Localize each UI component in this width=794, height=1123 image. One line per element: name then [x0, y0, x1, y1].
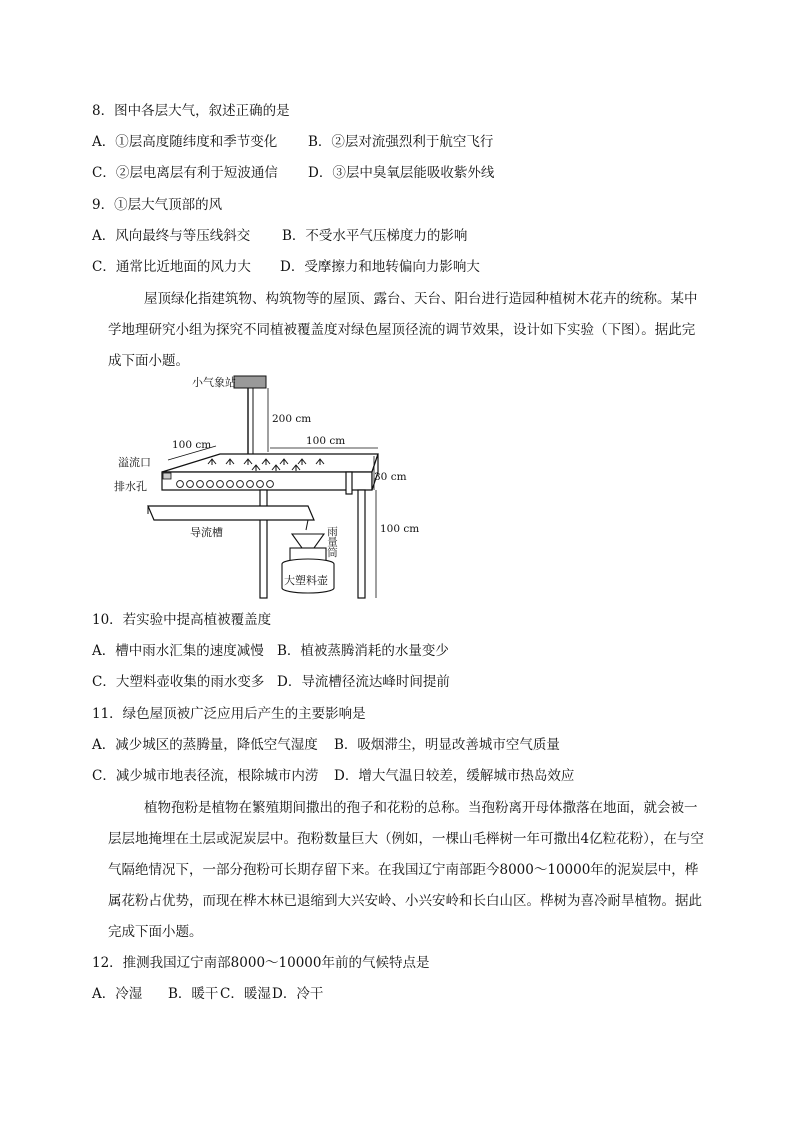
passage-green-roof: 屋顶绿化指建筑物、构筑物等的屋顶、露台、天台、阳台进行造园种植树木花卉的统称。某中学地理研究小组为探究不同植被覆盖度对绿色屋顶径流的调节效果，设计如下实验（下图）。据此完成下面小题。 — [108, 291, 698, 369]
q12-option-c: C．暖湿 — [220, 986, 271, 1002]
label-channel: 导流槽 — [190, 526, 223, 539]
q9-option-a: A．风向最终与等压线斜交 — [92, 228, 251, 244]
q12-option-b: B．暖干 — [168, 986, 219, 1002]
label-overflow: 溢流口 — [118, 456, 151, 469]
q9-option-c: C．通常比近地面的风力大 — [92, 259, 251, 275]
q11-option-a: A．减少城区的蒸腾量，降低空气湿度 — [92, 737, 318, 753]
q12-option-a: A．冷湿 — [92, 986, 143, 1002]
q8-stem: 8．图中各层大气，叙述正确的是 — [92, 103, 290, 119]
tray-front — [162, 472, 372, 490]
label-width-left: 100 cm — [172, 439, 212, 451]
label-leg: 100 cm — [380, 523, 420, 535]
label-bucket: 大塑料壶 — [284, 574, 328, 587]
overflow-outlet — [163, 473, 171, 479]
q12-stem: 12．推测我国辽宁南部8000～10000年前的气候特点是 — [92, 955, 430, 971]
label-width-right: 100 cm — [306, 435, 346, 447]
q9-option-d: D．受摩擦力和地转偏向力影响大 — [280, 259, 480, 275]
q10-option-c: C．大塑料壶收集的雨水变多 — [92, 674, 265, 690]
q10-option-a: A．槽中雨水汇集的速度减慢 — [92, 643, 264, 659]
q11-option-d: D．增大气温日较差，缓解城市热岛效应 — [334, 768, 575, 784]
guide-channel — [148, 506, 314, 520]
q9-stem: 9．①层大气顶部的风 — [92, 197, 223, 213]
q11-option-b: B．吸烟滞尘，明显改善城市空气质量 — [334, 737, 560, 753]
label-depth: 30 cm — [374, 471, 407, 483]
q12-option-d: D．冷干 — [272, 986, 324, 1002]
q11-stem: 11．绿色屋顶被广泛应用后产生的主要影响是 — [92, 706, 366, 722]
label-drain: 排水孔 — [114, 480, 147, 493]
q10-option-b: B．植被蒸腾消耗的水量变少 — [277, 643, 449, 659]
q8-option-a: A．①层高度随纬度和季节变化 — [92, 134, 278, 150]
rain-gauge-funnel — [292, 534, 324, 548]
weather-station-box — [234, 376, 266, 388]
label-station: 小气象站 — [192, 376, 236, 389]
q8-option-c: C．②层电离层有利于短波通信 — [92, 165, 278, 181]
q10-option-d: D．导流槽径流达峰时间提前 — [277, 674, 450, 690]
q10-stem: 10．若实验中提高植被覆盖度 — [92, 612, 272, 628]
passage-pollen: 植物孢粉是植物在繁殖期间撒出的孢子和花粉的总称。当孢粉离开母体撒落在地面，就会被一层层地掩埋在土层或泥炭层中。孢粉数量巨大（例如，一棵山毛榉树一年可撒出4亿粒花粉），在与空气隔绝情况下，一部分孢粉可长期存留下来。在我国辽宁南部距今8000～10000年的泥炭层中，桦属花粉占优势，而现在桦木林已退缩到大兴安岭、小兴安岭和长白山区。桦树为喜冷耐旱植物。据此完成下面小题。 — [108, 800, 704, 940]
q9-option-b: B．不受水平气压梯度力的影响 — [282, 228, 468, 244]
q8-option-b: B．②层对流强烈利于航空飞行 — [308, 134, 494, 150]
label-pole-height: 200 cm — [272, 413, 312, 425]
q11-option-c: C．减少城市地表径流，根除城市内涝 — [92, 768, 319, 784]
experiment-diagram — [110, 372, 430, 604]
label-gauge: 雨量筒 — [326, 526, 338, 558]
tray-top — [162, 454, 378, 472]
q8-option-d: D．③层中臭氧层能吸收紫外线 — [308, 165, 495, 181]
